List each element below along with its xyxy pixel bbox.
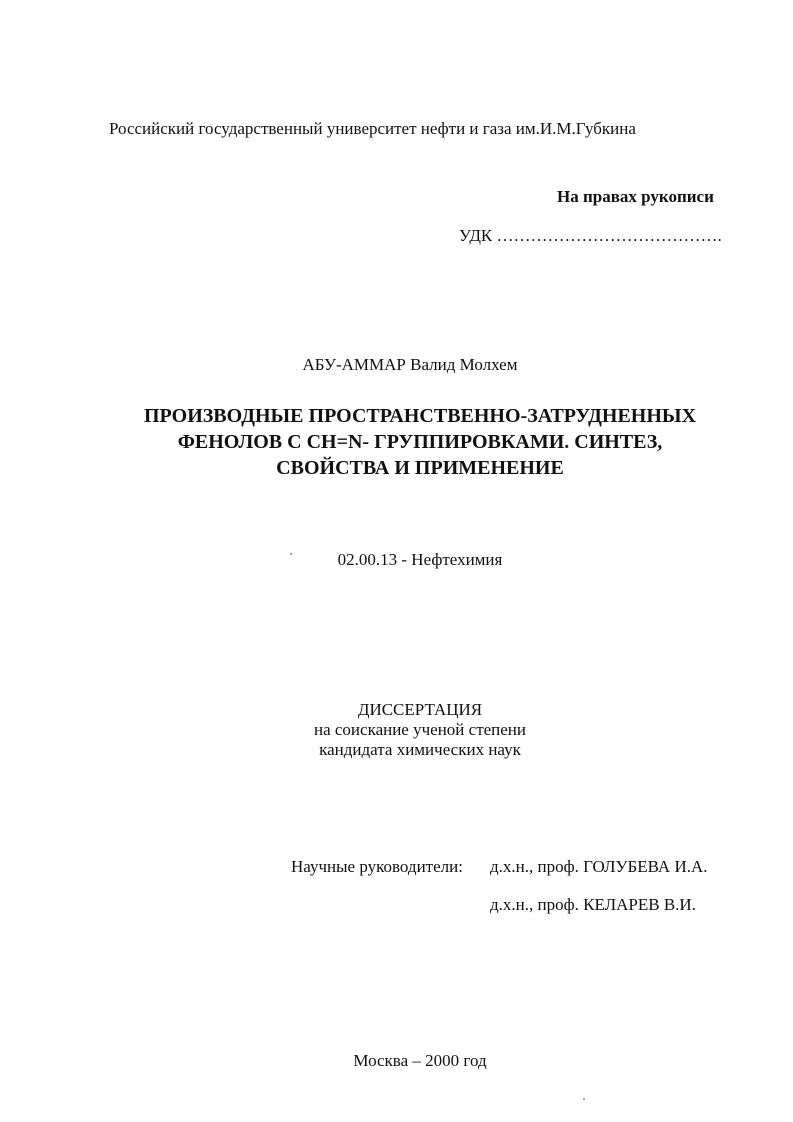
- author-name: АБУ-АММАР Валид Молхем: [302, 355, 518, 374]
- advisors-label: Научные руководители:: [291, 857, 463, 876]
- city-year: Москва – 2000 год: [353, 1051, 487, 1070]
- specialty-code: 02.00.13 - Нефтехимия: [337, 550, 503, 569]
- title-line: СВОЙСТВА И ПРИМЕНЕНИЕ: [276, 457, 564, 479]
- degree-type: ДИССЕРТАЦИЯ: [357, 700, 483, 719]
- advisor-name: д.х.н., проф. КЕЛАРЕВ В.И.: [490, 895, 696, 914]
- title-line: ФЕНОЛОВ С CH=N- ГРУППИРОВКАМИ. СИНТЕЗ,: [177, 431, 663, 453]
- advisor-name: д.х.н., проф. ГОЛУБЕВА И.А.: [490, 857, 708, 876]
- udk-field: УДК ………………………………….: [459, 226, 722, 245]
- degree-purpose: на соискание ученой степени: [313, 720, 527, 739]
- university-name: Российский государственный университет нефти и газа им.И.М.Губкина: [109, 119, 636, 138]
- title-line: ПРОИЗВОДНЫЕ ПРОСТРАНСТВЕННО-ЗАТРУДНЕННЫХ: [143, 405, 697, 427]
- manuscript-rights-note: На правах рукописи: [557, 187, 714, 206]
- degree-field: кандидата химических наук: [319, 740, 521, 759]
- scan-speck: [583, 1098, 585, 1100]
- degree-statement: [270, 700, 570, 760]
- dissertation-title: [90, 403, 750, 481]
- scan-speck: [290, 553, 292, 555]
